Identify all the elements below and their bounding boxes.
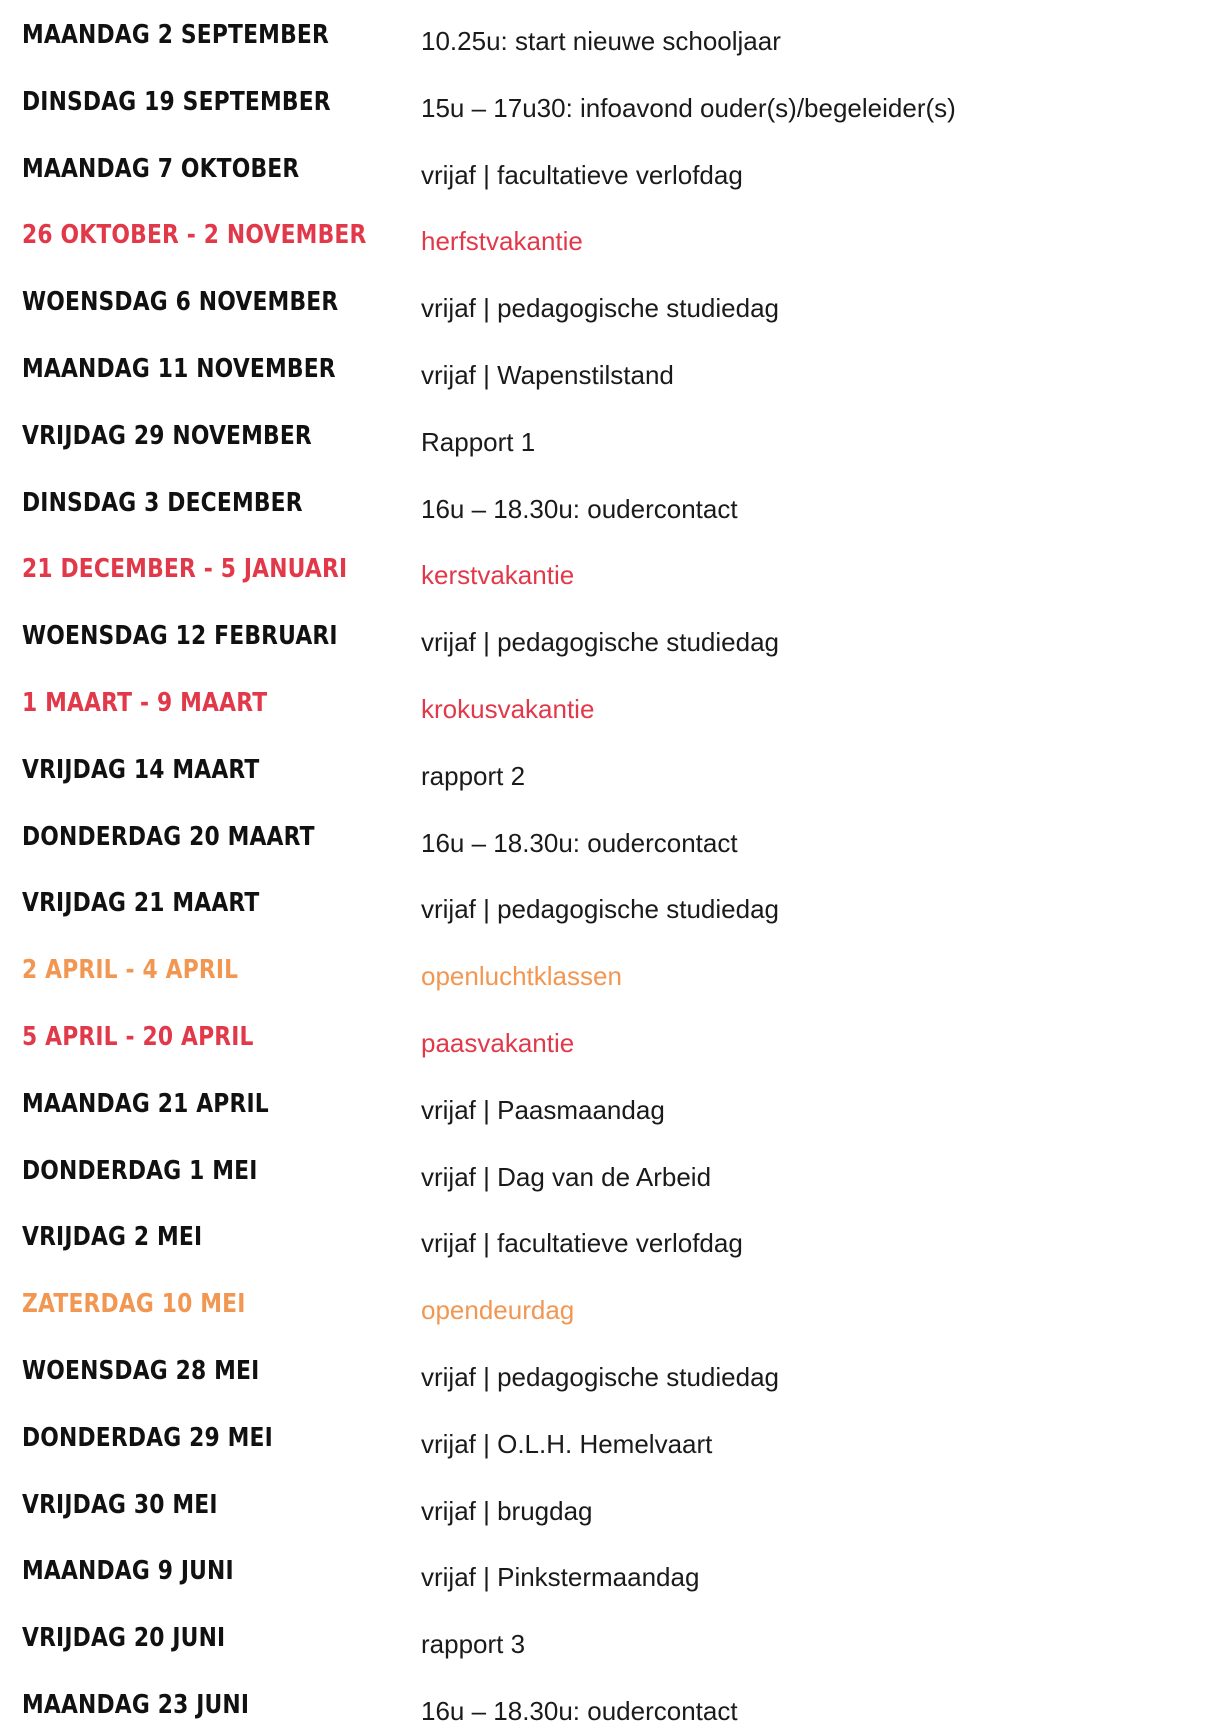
calendar-row	[22, 1002, 1202, 1062]
row-event: paasvakantie	[421, 1028, 575, 1058]
row-event: vrijaf | Paasmaandag	[421, 1094, 665, 1125]
row-date: VRIJDAG 14 MAART	[22, 754, 260, 785]
row-event: vrijaf | brugdag	[421, 1495, 593, 1526]
row-date: VRIJDAG 30 MEI	[22, 1489, 218, 1520]
row-date: ZATERDAG 10 MEI	[22, 1289, 246, 1320]
calendar-row	[22, 1336, 1202, 1396]
row-date: MAANDAG 9 JUNI	[22, 1556, 234, 1587]
row-date: VRIJDAG 2 MEI	[22, 1222, 203, 1253]
calendar-row	[22, 134, 1202, 194]
row-event: 10.25u: start nieuwe schooljaar	[421, 26, 781, 56]
row-date: DONDERDAG 29 MEI	[22, 1422, 273, 1453]
calendar-row	[22, 1403, 1202, 1463]
row-event: vrijaf | facultatieve verlofdag	[421, 159, 743, 190]
row-event: Rapport 1	[421, 426, 536, 457]
row-date: DINSDAG 19 SEPTEMBER	[22, 86, 331, 117]
calendar-row	[22, 1670, 1202, 1730]
row-event: rapport 3	[421, 1629, 526, 1660]
row-date: WOENSDAG 6 NOVEMBER	[22, 287, 339, 318]
row-date: MAANDAG 7 OKTOBER	[22, 153, 300, 184]
row-date: VRIJDAG 20 JUNI	[22, 1623, 226, 1654]
calendar-row	[22, 67, 1202, 127]
row-date: VRIJDAG 29 NOVEMBER	[22, 420, 312, 451]
calendar-row	[22, 200, 1202, 260]
calendar-row	[22, 1202, 1202, 1262]
row-date: DONDERDAG 1 MEI	[22, 1155, 258, 1186]
row-date: 2 APRIL - 4 APRIL	[22, 955, 239, 986]
row-event: kerstvakantie	[421, 560, 575, 591]
calendar-row	[22, 267, 1202, 327]
row-date: MAANDAG 11 NOVEMBER	[22, 354, 336, 384]
row-date: 5 APRIL - 20 APRIL	[22, 1022, 254, 1052]
calendar-row	[22, 668, 1202, 728]
calendar-row	[22, 735, 1202, 795]
row-event: herfstvakantie	[421, 226, 583, 257]
row-date: DINSDAG 3 DECEMBER	[22, 487, 303, 518]
calendar-row	[22, 601, 1202, 661]
calendar-row	[22, 1603, 1202, 1663]
calendar-row	[22, 1069, 1202, 1129]
row-event: vrijaf | pedagogische studiedag	[421, 293, 779, 324]
calendar-row	[22, 468, 1202, 528]
row-event: openluchtklassen	[421, 961, 622, 992]
row-date: WOENSDAG 12 FEBRUARI	[22, 621, 338, 652]
row-event: vrijaf | pedagogische studiedag	[421, 627, 779, 658]
calendar-row	[22, 1136, 1202, 1196]
row-event: vrijaf | Wapenstilstand	[421, 360, 674, 390]
calendar-row	[22, 534, 1202, 594]
row-event: 16u – 18.30u: oudercontact	[421, 1696, 738, 1726]
row-event: vrijaf | Pinkstermaandag	[421, 1562, 700, 1593]
calendar-row	[22, 401, 1202, 461]
row-event: opendeurdag	[421, 1295, 575, 1326]
row-event: vrijaf | pedagogische studiedag	[421, 894, 779, 925]
row-event: rapport 2	[421, 760, 526, 791]
row-event: vrijaf | O.L.H. Hemelvaart	[421, 1428, 713, 1459]
row-date: MAANDAG 21 APRIL	[22, 1088, 269, 1119]
row-date: DONDERDAG 20 MAART	[22, 821, 315, 852]
row-event: 16u – 18.30u: oudercontact	[421, 827, 738, 858]
calendar-row	[22, 0, 1202, 60]
calendar-row	[22, 1470, 1202, 1530]
calendar-row	[22, 334, 1202, 394]
calendar-row	[22, 802, 1202, 862]
row-event: vrijaf | pedagogische studiedag	[421, 1362, 779, 1392]
row-date: 26 OKTOBER - 2 NOVEMBER	[22, 220, 367, 251]
row-event: krokusvakantie	[421, 694, 595, 724]
row-event: 16u – 18.30u: oudercontact	[421, 493, 738, 524]
row-date: 1 MAART - 9 MAART	[22, 688, 268, 718]
row-date: MAANDAG 2 SEPTEMBER	[22, 20, 329, 50]
row-event: vrijaf | Dag van de Arbeid	[421, 1161, 712, 1192]
row-event: 15u – 17u30: infoavond ouder(s)/begeleider(s)	[421, 92, 956, 123]
calendar-row	[22, 935, 1202, 995]
row-date: 21 DECEMBER - 5 JANUARI	[22, 554, 348, 585]
row-date: WOENSDAG 28 MEI	[22, 1356, 260, 1386]
row-date: VRIJDAG 21 MAART	[22, 888, 260, 919]
calendar-row	[22, 1536, 1202, 1596]
calendar-row	[22, 868, 1202, 928]
row-date: MAANDAG 23 JUNI	[22, 1690, 250, 1720]
row-event: vrijaf | facultatieve verlofdag	[421, 1228, 743, 1259]
calendar-row	[22, 1269, 1202, 1329]
